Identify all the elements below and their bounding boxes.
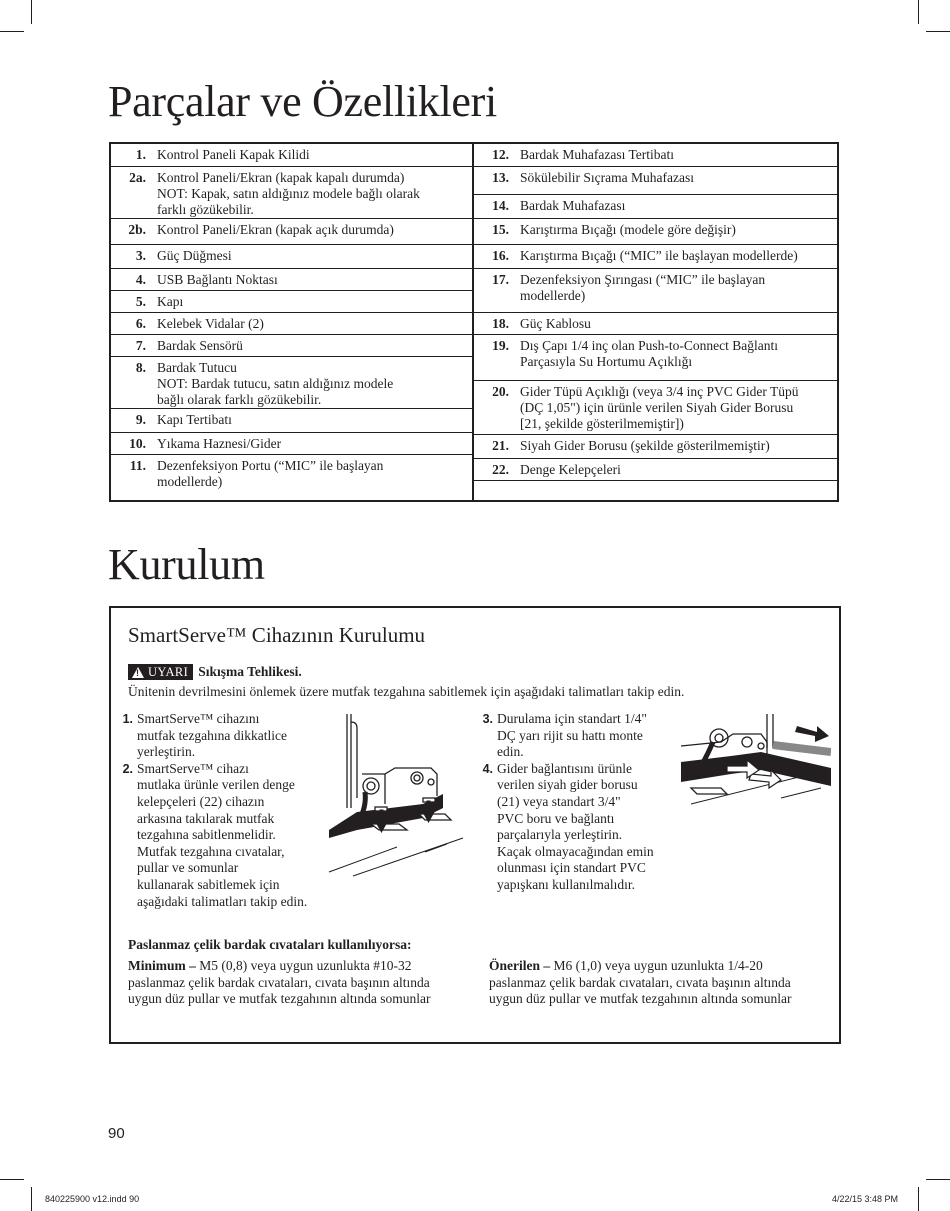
bolt-spec-line: paslanmaz çelik bardak cıvataları, cıvata başının altında xyxy=(128,974,430,990)
bolt-spec-line: uygun düz pullar ve mutfak tezgahının altında somunlar xyxy=(489,991,792,1007)
part-description xyxy=(157,147,472,166)
part-number: 14. xyxy=(492,198,509,213)
bolts-heading: Paslanmaz çelik bardak cıvataları kullanılıyorsa: xyxy=(128,937,412,952)
part-description-line: modellerde) xyxy=(157,474,223,489)
slug-file-info: 840225900 v12.indd 90 xyxy=(45,1194,140,1204)
part-description xyxy=(157,272,472,290)
step-text-line: kelepçeleri (22) cihazın xyxy=(137,793,265,809)
bolt-spec-text: M5 (0,8) veya uygun uzunlukta #10-32 xyxy=(195,958,412,973)
part-number: 2b. xyxy=(128,222,146,237)
installation-intro: Ünitenin devrilmesini önlemek üzere mutfak tezgahına sabitlemek için aşağıdaki talimatları takip edin. xyxy=(128,684,685,699)
parts-row xyxy=(111,144,472,166)
part-number: 11. xyxy=(129,458,146,473)
part-description xyxy=(520,272,837,312)
part-description-line: Yıkama Haznesi/Gider xyxy=(157,436,282,451)
part-number: 15. xyxy=(492,222,509,237)
parts-row xyxy=(111,432,472,454)
part-number: 20. xyxy=(492,384,509,399)
part-description xyxy=(157,458,472,496)
bolt-spec-line xyxy=(128,958,431,975)
crop-mark xyxy=(0,1179,24,1180)
parts-row xyxy=(111,408,472,432)
part-number: 13. xyxy=(492,170,509,185)
warning-heading: Sıkışma Tehlikesi. xyxy=(198,664,302,679)
crop-mark xyxy=(918,1187,919,1211)
part-number: 22. xyxy=(492,462,509,477)
step-text-line: aşağıdaki talimatları takip edin. xyxy=(137,893,308,909)
step-text-line: kullanarak sabitlemek için xyxy=(137,876,280,892)
part-number: 17. xyxy=(492,272,509,287)
part-number: 16. xyxy=(492,248,509,263)
part-description-line: Karıştırma Bıçağı (modele göre değişir) xyxy=(520,222,736,237)
part-description xyxy=(520,222,837,244)
install-step xyxy=(476,761,654,894)
parts-row xyxy=(474,244,837,268)
step-text-line: Durulama için standart 1/4" xyxy=(497,711,647,726)
step-text-line: pullar ve somunlar xyxy=(137,860,239,876)
step-text-line: tezgahına sabitlenmelidir. xyxy=(137,827,276,843)
parts-row xyxy=(474,268,837,312)
part-description-line: bağlı olarak farklı gözükebilir. xyxy=(157,392,322,407)
step-text-line: arkasına takılarak mutfak xyxy=(137,810,275,826)
crop-mark xyxy=(31,0,32,24)
steps-left xyxy=(116,711,307,910)
crop-mark xyxy=(926,1179,950,1180)
part-number: 21. xyxy=(492,438,509,453)
step-text xyxy=(497,711,647,761)
part-description-line: (DÇ 1,05") için ürünle verilen Siyah Gider Borusu xyxy=(520,400,794,415)
bolt-spec-label: Önerilen – xyxy=(489,958,551,973)
parts-row xyxy=(111,268,472,290)
warning-badge xyxy=(128,664,193,680)
part-description-line: Sökülebilir Sıçrama Muhafazası xyxy=(520,170,694,185)
part-description xyxy=(520,384,837,434)
part-description xyxy=(157,170,472,218)
part-description-line: NOT: Kapak, satın aldığınız modele bağlı olarak xyxy=(157,186,420,201)
step-text xyxy=(137,711,287,761)
part-number: 19. xyxy=(492,338,509,353)
part-description-line: Kontrol Paneli Kapak Kilidi xyxy=(157,147,310,162)
step-text xyxy=(137,761,307,910)
parts-row xyxy=(474,312,837,334)
part-description xyxy=(520,484,837,500)
part-description-line: USB Bağlantı Noktası xyxy=(157,272,278,287)
parts-row xyxy=(474,218,837,244)
part-description-line: Güç Düğmesi xyxy=(157,248,232,263)
warning-badge-label: UYARI xyxy=(148,664,189,679)
warning-line xyxy=(128,664,302,680)
step-text-line: Gider bağlantısını ürünle xyxy=(497,760,632,776)
step-number: 3. xyxy=(482,712,493,726)
page-number: 90 xyxy=(108,1125,125,1142)
part-description xyxy=(520,438,837,458)
step-text-line: SmartServe™ cihazını xyxy=(137,711,260,726)
parts-row xyxy=(474,144,837,166)
part-number: 8. xyxy=(135,360,146,375)
installation-box xyxy=(109,606,841,1044)
part-description-line: Bardak Muhafazası xyxy=(520,198,626,213)
part-number: 5. xyxy=(135,294,146,309)
step-number: 4. xyxy=(482,761,493,776)
parts-column-left xyxy=(111,144,474,500)
parts-table xyxy=(109,142,839,502)
part-description xyxy=(520,147,837,166)
part-description-line: Güç Kablosu xyxy=(520,316,591,331)
part-number: 12. xyxy=(492,147,509,162)
parts-row xyxy=(111,334,472,356)
part-description xyxy=(157,360,472,408)
part-number: 4. xyxy=(135,272,146,287)
part-description xyxy=(520,316,837,334)
warning-icon: ! xyxy=(132,667,144,678)
step-text-line: (21) veya standart 3/4" xyxy=(497,793,621,809)
parts-row xyxy=(111,166,472,218)
minimum-bolts-spec xyxy=(128,958,431,1008)
crop-mark xyxy=(926,31,950,32)
part-number: 2a. xyxy=(129,170,146,185)
part-description-line: Dezenfeksiyon Portu (“MIC” ile başlayan xyxy=(157,458,384,473)
bolt-spec-label: Minimum – xyxy=(128,958,196,973)
install-step xyxy=(476,711,654,761)
installation-heading: Kurulum xyxy=(108,540,265,589)
crop-mark xyxy=(0,31,24,32)
parts-row xyxy=(474,194,837,218)
parts-row xyxy=(111,290,472,312)
part-description-line: farklı gözükebilir. xyxy=(157,202,254,217)
part-description xyxy=(157,412,472,432)
part-description-line: NOT: Bardak tutucu, satın aldığınız modele xyxy=(157,376,394,391)
parts-row xyxy=(111,356,472,408)
step-number: 2. xyxy=(122,761,133,776)
part-description-line: Kapı xyxy=(157,294,184,309)
parts-column-right xyxy=(474,144,837,500)
step-text-line: yerleştirin. xyxy=(137,744,196,760)
parts-row xyxy=(111,312,472,334)
parts-row xyxy=(474,166,837,194)
step-number: 1. xyxy=(122,712,133,726)
crop-mark xyxy=(31,1187,32,1211)
parts-row xyxy=(111,244,472,268)
recommended-bolts-spec xyxy=(489,958,792,1008)
step-text-line: PVC boru ve bağlantı xyxy=(497,810,615,826)
part-number: 7. xyxy=(135,338,146,353)
part-description xyxy=(157,316,472,334)
part-number: 1. xyxy=(135,147,146,162)
part-number: 9. xyxy=(135,412,146,427)
parts-row xyxy=(474,380,837,434)
step-text xyxy=(497,761,654,894)
parts-row xyxy=(111,454,472,496)
installation-box-title: SmartServe™ Cihazının Kurulumu xyxy=(128,623,426,647)
part-description-line: Dezenfeksiyon Şırıngası (“MIC” ile başlayan xyxy=(520,272,766,287)
bolt-spec-line: paslanmaz çelik bardak cıvataları, cıvata başının altında xyxy=(489,974,791,990)
part-description xyxy=(157,436,472,454)
part-description-line: Siyah Gider Borusu (şekilde gösterilmemiştir) xyxy=(520,438,770,453)
part-description-line: Kontrol Paneli/Ekran (kapak açık durumda) xyxy=(157,222,394,237)
parts-row xyxy=(474,480,837,500)
bolt-spec-line: uygun düz pullar ve mutfak tezgahının altında somunlar xyxy=(128,991,431,1007)
part-description-line: Dış Çapı 1/4 inç olan Push-to-Connect Bağlantı xyxy=(520,338,778,353)
parts-row xyxy=(474,434,837,458)
part-description xyxy=(157,222,472,244)
step-text-line: Kaçak olmayacağından emin xyxy=(497,843,654,859)
steps-right xyxy=(476,711,654,894)
part-description xyxy=(157,294,472,312)
part-number: 18. xyxy=(492,316,509,331)
step-text-line: olunması için standart PVC xyxy=(497,860,646,876)
slug-timestamp: 4/22/15 3:48 PM xyxy=(832,1194,899,1204)
part-description xyxy=(520,462,837,480)
part-description-line: Karıştırma Bıçağı (“MIC” ile başlayan modellerde) xyxy=(520,248,798,263)
part-description-line: Parçasıyla Su Hortumu Açıklığı xyxy=(520,354,693,369)
step-text-line: DÇ yarı rijit su hattı monte xyxy=(497,727,643,743)
part-description-line: Denge Kelepçeleri xyxy=(520,462,621,477)
part-description-line: [21, şekilde gösterilmemiştir]) xyxy=(520,416,684,431)
part-description xyxy=(520,248,837,268)
parts-row xyxy=(474,334,837,380)
part-description-line: Bardak Muhafazası Tertibatı xyxy=(520,147,674,162)
part-description-line: Bardak Tutucu xyxy=(157,360,237,375)
step-text-line: mutlaka ürünle verilen denge xyxy=(137,777,295,793)
step-text-line: parçalarıyla yerleştirin. xyxy=(497,827,623,843)
crop-mark xyxy=(918,0,919,24)
part-description xyxy=(520,198,837,218)
step-text-line: yapışkanı kullanılmalıdır. xyxy=(497,876,635,892)
part-description-line: Gider Tüpü Açıklığı (veya 3/4 inç PVC Gider Tüpü xyxy=(520,384,799,399)
clamp-installation-illustration xyxy=(327,712,467,884)
parts-row xyxy=(474,458,837,480)
bolt-spec-text: M6 (1,0) veya uygun uzunlukta 1/4-20 xyxy=(550,958,763,973)
part-number: 6. xyxy=(135,316,146,331)
part-number xyxy=(474,484,520,500)
part-number: 10. xyxy=(129,436,146,451)
part-description xyxy=(520,338,837,380)
part-description xyxy=(157,338,472,356)
step-text-line: mutfak tezgahına dikkatlice xyxy=(137,727,287,743)
step-text-line: edin. xyxy=(497,744,524,760)
install-step xyxy=(116,761,307,910)
step-text-line: SmartServe™ cihazı xyxy=(137,760,249,776)
install-step xyxy=(116,711,307,761)
step-text-line: verilen siyah gider borusu xyxy=(497,777,638,793)
step-text-line: Mutfak tezgahına cıvatalar, xyxy=(137,843,285,859)
parts-row xyxy=(111,218,472,244)
part-description-line: Kelebek Vidalar (2) xyxy=(157,316,264,331)
part-description-line: modellerde) xyxy=(520,288,586,303)
part-description-line: Kapı Tertibatı xyxy=(157,412,232,427)
part-description-line: Kontrol Paneli/Ekran (kapak kapalı durumda) xyxy=(157,170,405,185)
part-description xyxy=(157,248,472,268)
part-number: 3. xyxy=(135,248,146,263)
part-description xyxy=(520,170,837,194)
bolt-spec-line xyxy=(489,958,792,975)
part-description-line: Bardak Sensörü xyxy=(157,338,243,353)
parts-heading: Parçalar ve Özellikleri xyxy=(108,77,497,126)
drain-connection-illustration xyxy=(681,712,831,808)
